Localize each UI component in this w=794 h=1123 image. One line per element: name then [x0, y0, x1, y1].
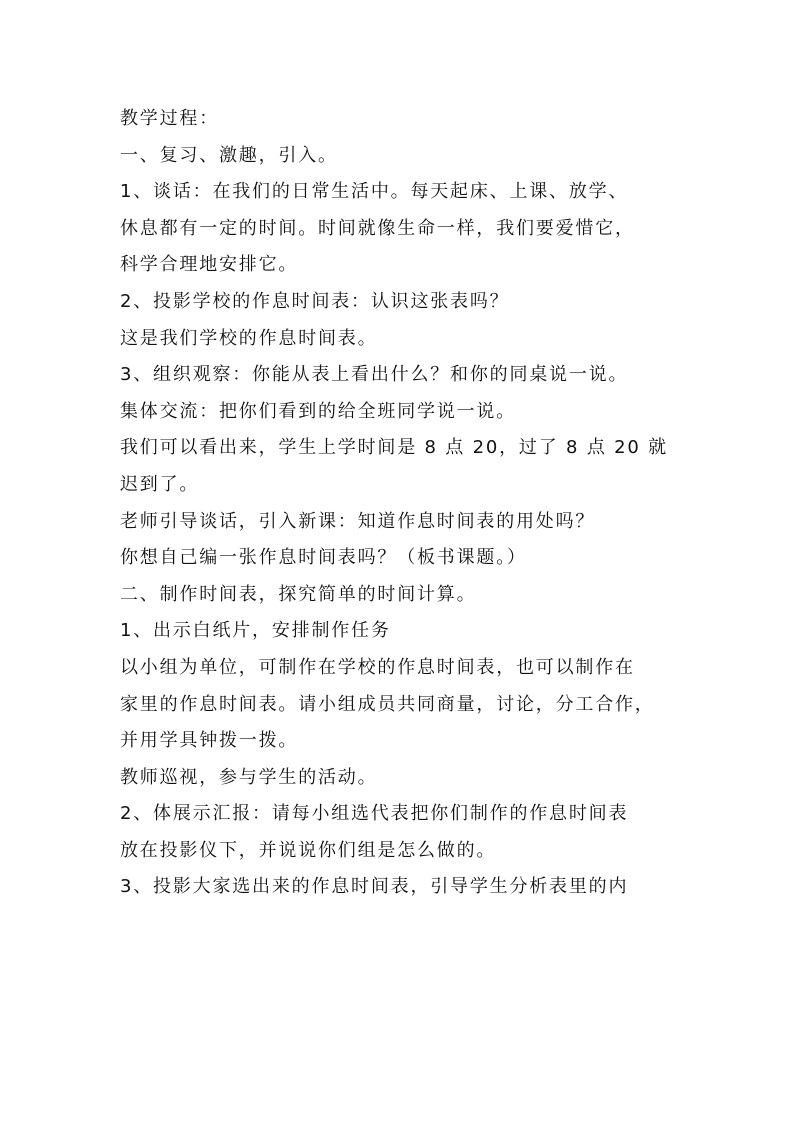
paragraph-line: 科学合理地安排它。 [120, 254, 299, 276]
section-heading-teaching-process: 教学过程： [120, 108, 219, 129]
paragraph-line: 2、体展示汇报：请每小组选代表把你们制作的作息时间表 [120, 803, 629, 825]
paragraph-line: 老师引导谈话，引入新课：知道作息时间表的用处吗？ [120, 510, 596, 532]
paragraph-line: 家里的作息时间表。请小组成员共同商量，讨论，分工合作， [120, 693, 655, 715]
paragraph-line: 放在投影仪下，并说说你们组是怎么做的。 [120, 839, 497, 861]
section-heading-review: 一、复习、激趣，引入。 [120, 144, 338, 166]
paragraph-line: 并用学具钟拨一拨。 [120, 730, 299, 752]
paragraph-line: 你想自己编一张作息时间表吗？（板书课题。） [120, 547, 527, 569]
paragraph-line: 3、组织观察：你能从表上看出什么？和你的同桌说一说。 [120, 364, 629, 386]
document-body [120, 101, 680, 906]
paragraph-line: 我们可以看出来，学生上学时间是 8 点 20，过了 8 点 20 就 [120, 437, 668, 459]
paragraph-line: 3、投影大家选出来的作息时间表，引导学生分析表里的内 [120, 876, 629, 898]
paragraph-line: 教师巡视，参与学生的活动。 [120, 766, 378, 788]
section-heading-make-timetable: 二、制作时间表，探究简单的时间计算。 [120, 583, 477, 605]
paragraph-line: 这是我们学校的作息时间表。 [120, 327, 378, 349]
paragraph-line: 2、投影学校的作息时间表：认识这张表吗？ [120, 290, 510, 312]
paragraph-line: 1、出示白纸片，安排制作任务 [120, 620, 391, 642]
paragraph-line: 1、谈话：在我们的日常生活中。每天起床、上课、放学、 [120, 181, 629, 203]
paragraph-line: 集体交流：把你们看到的给全班同学说一说。 [120, 400, 516, 422]
paragraph-line: 迟到了。 [120, 473, 200, 495]
paragraph-line: 以小组为单位，可制作在学校的作息时间表，也可以制作在 [120, 656, 635, 678]
paragraph-line: 休息都有一定的时间。时间就像生命一样，我们要爱惜它， [120, 217, 635, 239]
